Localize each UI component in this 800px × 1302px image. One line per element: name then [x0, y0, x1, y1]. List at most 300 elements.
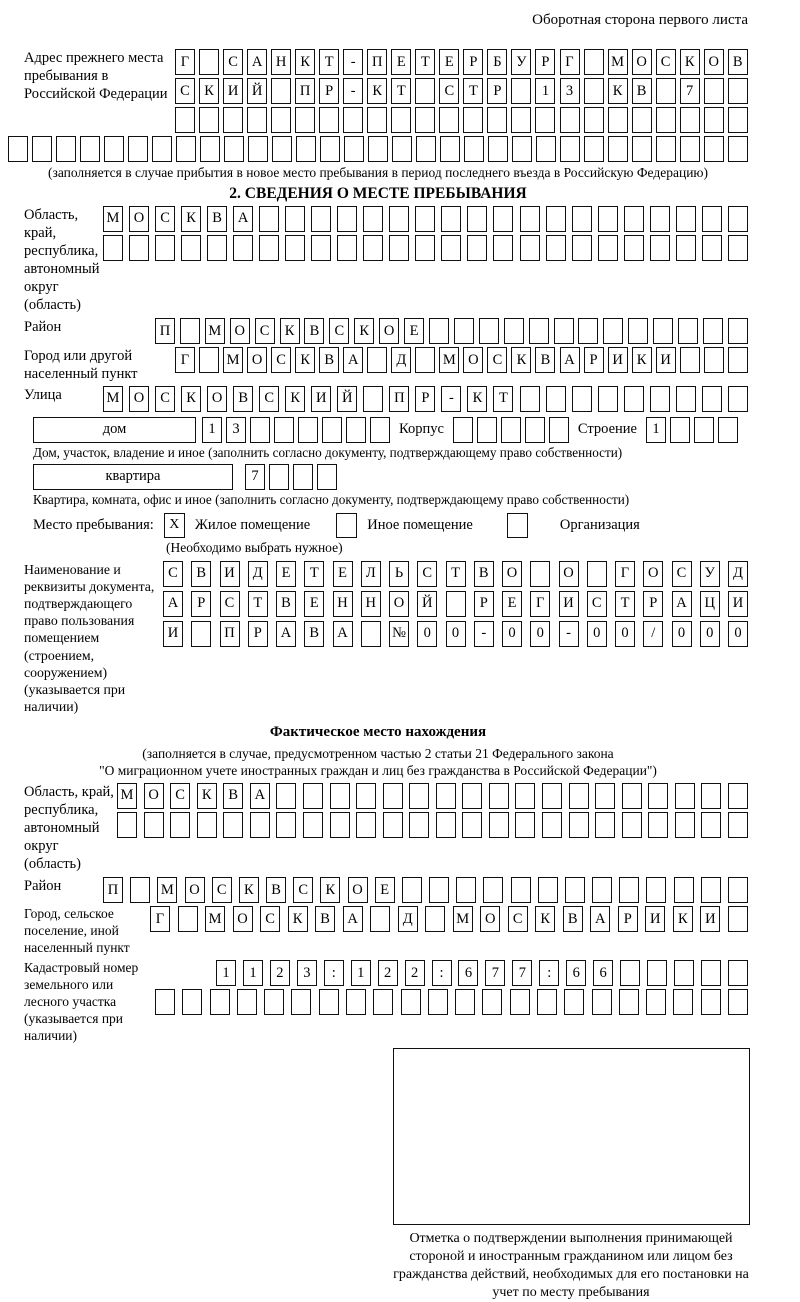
- char-cell[interactable]: [223, 107, 243, 133]
- char-cell[interactable]: В: [319, 347, 339, 373]
- char-cell[interactable]: О: [129, 206, 149, 232]
- char-cell[interactable]: Т: [248, 591, 268, 617]
- char-cell[interactable]: Г: [175, 347, 195, 373]
- char-cell[interactable]: К: [199, 78, 219, 104]
- char-cell[interactable]: [520, 386, 540, 412]
- char-cell[interactable]: [346, 417, 366, 443]
- char-cell[interactable]: [259, 235, 279, 261]
- char-cell[interactable]: Т: [415, 49, 435, 75]
- char-cell[interactable]: [728, 960, 748, 986]
- char-cell[interactable]: [675, 783, 695, 809]
- char-cell[interactable]: К: [239, 877, 259, 903]
- char-cell[interactable]: И: [163, 621, 183, 647]
- char-cell[interactable]: Д: [391, 347, 411, 373]
- char-cell[interactable]: О: [632, 49, 652, 75]
- char-cell[interactable]: [439, 107, 459, 133]
- char-cell[interactable]: А: [233, 206, 253, 232]
- char-cell[interactable]: [250, 812, 270, 838]
- char-cell[interactable]: [487, 107, 507, 133]
- char-cell[interactable]: [703, 318, 723, 344]
- char-cell[interactable]: [595, 812, 615, 838]
- char-cell[interactable]: С: [163, 561, 183, 587]
- char-cell[interactable]: [515, 812, 535, 838]
- char-cell[interactable]: О: [207, 386, 227, 412]
- char-cell[interactable]: Е: [404, 318, 424, 344]
- char-cell[interactable]: Р: [191, 591, 211, 617]
- char-cell[interactable]: 0: [587, 621, 607, 647]
- char-cell[interactable]: И: [559, 591, 579, 617]
- char-cell[interactable]: :: [432, 960, 452, 986]
- char-cell[interactable]: 0: [417, 621, 437, 647]
- char-cell[interactable]: [269, 464, 289, 490]
- char-cell[interactable]: [546, 235, 566, 261]
- char-cell[interactable]: [620, 960, 640, 986]
- char-cell[interactable]: [728, 136, 748, 162]
- char-cell[interactable]: [271, 107, 291, 133]
- char-cell[interactable]: [656, 107, 676, 133]
- char-cell[interactable]: А: [672, 591, 692, 617]
- char-cell[interactable]: И: [311, 386, 331, 412]
- char-cell[interactable]: Й: [337, 386, 357, 412]
- inoe-checkbox[interactable]: [336, 513, 357, 538]
- char-cell[interactable]: Р: [319, 78, 339, 104]
- char-cell[interactable]: С: [508, 906, 528, 932]
- char-cell[interactable]: [653, 318, 673, 344]
- char-cell[interactable]: Е: [439, 49, 459, 75]
- char-cell[interactable]: №: [389, 621, 409, 647]
- char-cell[interactable]: Д: [398, 906, 418, 932]
- char-cell[interactable]: [694, 417, 714, 443]
- char-cell[interactable]: [274, 417, 294, 443]
- char-cell[interactable]: [572, 235, 592, 261]
- char-cell[interactable]: [546, 206, 566, 232]
- char-cell[interactable]: В: [474, 561, 494, 587]
- char-cell[interactable]: В: [563, 906, 583, 932]
- char-cell[interactable]: [701, 812, 721, 838]
- char-cell[interactable]: 1: [351, 960, 371, 986]
- char-cell[interactable]: О: [463, 347, 483, 373]
- char-cell[interactable]: [578, 318, 598, 344]
- char-cell[interactable]: [200, 136, 220, 162]
- char-cell[interactable]: [728, 989, 748, 1015]
- char-cell[interactable]: [592, 877, 612, 903]
- char-cell[interactable]: [247, 107, 267, 133]
- char-cell[interactable]: Е: [333, 561, 353, 587]
- char-cell[interactable]: О: [233, 906, 253, 932]
- char-cell[interactable]: Д: [728, 561, 748, 587]
- char-cell[interactable]: [678, 318, 698, 344]
- char-cell[interactable]: 7: [680, 78, 700, 104]
- char-cell[interactable]: [389, 206, 409, 232]
- char-cell[interactable]: [285, 235, 305, 261]
- char-cell[interactable]: [536, 136, 556, 162]
- char-cell[interactable]: М: [453, 906, 473, 932]
- char-cell[interactable]: [646, 877, 666, 903]
- char-cell[interactable]: Е: [276, 561, 296, 587]
- char-cell[interactable]: К: [295, 49, 315, 75]
- char-cell[interactable]: Р: [584, 347, 604, 373]
- char-cell[interactable]: И: [728, 591, 748, 617]
- char-cell[interactable]: [311, 206, 331, 232]
- char-cell[interactable]: У: [511, 49, 531, 75]
- char-cell[interactable]: К: [608, 78, 628, 104]
- char-cell[interactable]: К: [467, 386, 487, 412]
- char-cell[interactable]: В: [632, 78, 652, 104]
- char-cell[interactable]: [436, 783, 456, 809]
- char-cell[interactable]: А: [590, 906, 610, 932]
- char-cell[interactable]: [298, 417, 318, 443]
- char-cell[interactable]: [367, 107, 387, 133]
- char-cell[interactable]: [632, 136, 652, 162]
- char-cell[interactable]: С: [417, 561, 437, 587]
- char-cell[interactable]: [648, 812, 668, 838]
- char-cell[interactable]: [728, 386, 748, 412]
- char-cell[interactable]: О: [129, 386, 149, 412]
- char-cell[interactable]: [223, 812, 243, 838]
- char-cell[interactable]: [676, 235, 696, 261]
- char-cell[interactable]: [311, 235, 331, 261]
- char-cell[interactable]: [363, 386, 383, 412]
- char-cell[interactable]: [370, 906, 390, 932]
- char-cell[interactable]: [248, 136, 268, 162]
- char-cell[interactable]: [170, 812, 190, 838]
- char-cell[interactable]: Й: [247, 78, 267, 104]
- char-cell[interactable]: [538, 877, 558, 903]
- char-cell[interactable]: [199, 107, 219, 133]
- char-cell[interactable]: В: [191, 561, 211, 587]
- char-cell[interactable]: С: [255, 318, 275, 344]
- char-cell[interactable]: Г: [560, 49, 580, 75]
- organizaciya-checkbox[interactable]: [507, 513, 528, 538]
- char-cell[interactable]: [483, 877, 503, 903]
- char-cell[interactable]: [104, 136, 124, 162]
- char-cell[interactable]: А: [333, 621, 353, 647]
- char-cell[interactable]: Т: [319, 49, 339, 75]
- char-cell[interactable]: [648, 783, 668, 809]
- char-cell[interactable]: [511, 877, 531, 903]
- char-cell[interactable]: [560, 136, 580, 162]
- char-cell[interactable]: [361, 621, 381, 647]
- char-cell[interactable]: М: [608, 49, 628, 75]
- char-cell[interactable]: [656, 136, 676, 162]
- char-cell[interactable]: [291, 989, 311, 1015]
- char-cell[interactable]: [356, 812, 376, 838]
- char-cell[interactable]: 3: [226, 417, 246, 443]
- char-cell[interactable]: М: [157, 877, 177, 903]
- char-cell[interactable]: О: [348, 877, 368, 903]
- char-cell[interactable]: [391, 107, 411, 133]
- char-cell[interactable]: 1: [216, 960, 236, 986]
- char-cell[interactable]: [650, 386, 670, 412]
- char-cell[interactable]: [456, 877, 476, 903]
- char-cell[interactable]: [501, 417, 521, 443]
- char-cell[interactable]: [425, 906, 445, 932]
- char-cell[interactable]: С: [220, 591, 240, 617]
- char-cell[interactable]: [603, 318, 623, 344]
- char-cell[interactable]: -: [474, 621, 494, 647]
- char-cell[interactable]: Р: [535, 49, 555, 75]
- char-cell[interactable]: Н: [361, 591, 381, 617]
- char-cell[interactable]: И: [645, 906, 665, 932]
- char-cell[interactable]: [598, 206, 618, 232]
- char-cell[interactable]: К: [285, 386, 305, 412]
- char-cell[interactable]: [415, 347, 435, 373]
- char-cell[interactable]: Б: [487, 49, 507, 75]
- char-cell[interactable]: А: [343, 906, 363, 932]
- char-cell[interactable]: -: [343, 49, 363, 75]
- char-cell[interactable]: 2: [405, 960, 425, 986]
- char-cell[interactable]: Г: [150, 906, 170, 932]
- char-cell[interactable]: [624, 235, 644, 261]
- char-cell[interactable]: А: [276, 621, 296, 647]
- char-cell[interactable]: [510, 989, 530, 1015]
- char-cell[interactable]: С: [223, 49, 243, 75]
- char-cell[interactable]: М: [205, 318, 225, 344]
- char-cell[interactable]: Т: [446, 561, 466, 587]
- char-cell[interactable]: [728, 78, 748, 104]
- char-cell[interactable]: К: [197, 783, 217, 809]
- char-cell[interactable]: [271, 78, 291, 104]
- char-cell[interactable]: О: [704, 49, 724, 75]
- char-cell[interactable]: С: [212, 877, 232, 903]
- char-cell[interactable]: 2: [270, 960, 290, 986]
- char-cell[interactable]: [175, 107, 195, 133]
- char-cell[interactable]: В: [315, 906, 335, 932]
- char-cell[interactable]: П: [367, 49, 387, 75]
- char-cell[interactable]: Г: [175, 49, 195, 75]
- char-cell[interactable]: 6: [458, 960, 478, 986]
- char-cell[interactable]: К: [320, 877, 340, 903]
- char-cell[interactable]: [515, 783, 535, 809]
- char-cell[interactable]: [598, 235, 618, 261]
- char-cell[interactable]: 1: [202, 417, 222, 443]
- char-cell[interactable]: [80, 136, 100, 162]
- char-cell[interactable]: [8, 136, 28, 162]
- char-cell[interactable]: П: [220, 621, 240, 647]
- char-cell[interactable]: [103, 235, 123, 261]
- char-cell[interactable]: 0: [728, 621, 748, 647]
- char-cell[interactable]: [367, 347, 387, 373]
- char-cell[interactable]: [272, 136, 292, 162]
- char-cell[interactable]: [584, 49, 604, 75]
- char-cell[interactable]: [680, 107, 700, 133]
- char-cell[interactable]: [415, 206, 435, 232]
- char-cell[interactable]: Р: [487, 78, 507, 104]
- char-cell[interactable]: [197, 812, 217, 838]
- char-cell[interactable]: Р: [618, 906, 638, 932]
- char-cell[interactable]: [440, 136, 460, 162]
- char-cell[interactable]: И: [223, 78, 243, 104]
- char-cell[interactable]: [56, 136, 76, 162]
- char-cell[interactable]: [520, 206, 540, 232]
- char-cell[interactable]: [467, 206, 487, 232]
- char-cell[interactable]: [624, 206, 644, 232]
- char-cell[interactable]: [383, 812, 403, 838]
- char-cell[interactable]: [647, 960, 667, 986]
- char-cell[interactable]: Е: [391, 49, 411, 75]
- char-cell[interactable]: П: [103, 877, 123, 903]
- char-cell[interactable]: [207, 235, 227, 261]
- char-cell[interactable]: [363, 235, 383, 261]
- char-cell[interactable]: К: [295, 347, 315, 373]
- char-cell[interactable]: [463, 107, 483, 133]
- char-cell[interactable]: 7: [512, 960, 532, 986]
- char-cell[interactable]: 0: [615, 621, 635, 647]
- char-cell[interactable]: 1: [535, 78, 555, 104]
- char-cell[interactable]: Н: [333, 591, 353, 617]
- char-cell[interactable]: [467, 235, 487, 261]
- char-cell[interactable]: [320, 136, 340, 162]
- char-cell[interactable]: [704, 107, 724, 133]
- char-cell[interactable]: М: [439, 347, 459, 373]
- char-cell[interactable]: А: [163, 591, 183, 617]
- char-cell[interactable]: К: [535, 906, 555, 932]
- char-cell[interactable]: [303, 783, 323, 809]
- char-cell[interactable]: Р: [415, 386, 435, 412]
- char-cell[interactable]: М: [103, 206, 123, 232]
- char-cell[interactable]: Г: [530, 591, 550, 617]
- char-cell[interactable]: [728, 347, 748, 373]
- char-cell[interactable]: [482, 989, 502, 1015]
- char-cell[interactable]: [546, 386, 566, 412]
- char-cell[interactable]: И: [220, 561, 240, 587]
- char-cell[interactable]: Р: [248, 621, 268, 647]
- char-cell[interactable]: О: [379, 318, 399, 344]
- char-cell[interactable]: [650, 235, 670, 261]
- char-cell[interactable]: [564, 989, 584, 1015]
- char-cell[interactable]: В: [728, 49, 748, 75]
- char-cell[interactable]: 2: [378, 960, 398, 986]
- char-cell[interactable]: [356, 783, 376, 809]
- char-cell[interactable]: [646, 989, 666, 1015]
- char-cell[interactable]: [389, 235, 409, 261]
- char-cell[interactable]: [728, 877, 748, 903]
- char-cell[interactable]: 0: [446, 621, 466, 647]
- char-cell[interactable]: [285, 206, 305, 232]
- char-cell[interactable]: [370, 417, 390, 443]
- char-cell[interactable]: [504, 318, 524, 344]
- char-cell[interactable]: [337, 235, 357, 261]
- char-cell[interactable]: [549, 417, 569, 443]
- char-cell[interactable]: [180, 318, 200, 344]
- char-cell[interactable]: [233, 235, 253, 261]
- char-cell[interactable]: [565, 877, 585, 903]
- char-cell[interactable]: [608, 136, 628, 162]
- char-cell[interactable]: К: [288, 906, 308, 932]
- char-cell[interactable]: [415, 235, 435, 261]
- char-cell[interactable]: 0: [530, 621, 550, 647]
- char-cell[interactable]: В: [233, 386, 253, 412]
- char-cell[interactable]: А: [560, 347, 580, 373]
- char-cell[interactable]: [674, 960, 694, 986]
- char-cell[interactable]: [511, 107, 531, 133]
- char-cell[interactable]: [676, 206, 696, 232]
- char-cell[interactable]: [728, 318, 748, 344]
- char-cell[interactable]: П: [389, 386, 409, 412]
- char-cell[interactable]: К: [680, 49, 700, 75]
- char-cell[interactable]: К: [673, 906, 693, 932]
- char-cell[interactable]: Е: [502, 591, 522, 617]
- char-cell[interactable]: [560, 107, 580, 133]
- char-cell[interactable]: [319, 989, 339, 1015]
- char-cell[interactable]: [343, 107, 363, 133]
- char-cell[interactable]: П: [155, 318, 175, 344]
- char-cell[interactable]: [259, 206, 279, 232]
- char-cell[interactable]: [237, 989, 257, 1015]
- char-cell[interactable]: [542, 812, 562, 838]
- char-cell[interactable]: [702, 206, 722, 232]
- char-cell[interactable]: [701, 960, 721, 986]
- char-cell[interactable]: 1: [243, 960, 263, 986]
- char-cell[interactable]: [296, 136, 316, 162]
- char-cell[interactable]: 0: [502, 621, 522, 647]
- char-cell[interactable]: [584, 107, 604, 133]
- char-cell[interactable]: [587, 561, 607, 587]
- char-cell[interactable]: 6: [593, 960, 613, 986]
- char-cell[interactable]: С: [155, 386, 175, 412]
- char-cell[interactable]: [322, 417, 342, 443]
- char-cell[interactable]: [129, 235, 149, 261]
- char-cell[interactable]: 0: [700, 621, 720, 647]
- char-cell[interactable]: [622, 783, 642, 809]
- char-cell[interactable]: [409, 812, 429, 838]
- char-cell[interactable]: К: [511, 347, 531, 373]
- char-cell[interactable]: [330, 812, 350, 838]
- char-cell[interactable]: [619, 877, 639, 903]
- char-cell[interactable]: К: [367, 78, 387, 104]
- char-cell[interactable]: О: [185, 877, 205, 903]
- char-cell[interactable]: Д: [248, 561, 268, 587]
- char-cell[interactable]: [650, 206, 670, 232]
- char-cell[interactable]: Г: [615, 561, 635, 587]
- char-cell[interactable]: [152, 136, 172, 162]
- char-cell[interactable]: [303, 812, 323, 838]
- char-cell[interactable]: [622, 812, 642, 838]
- char-cell[interactable]: Т: [615, 591, 635, 617]
- char-cell[interactable]: 6: [566, 960, 586, 986]
- char-cell[interactable]: [493, 235, 513, 261]
- char-cell[interactable]: [462, 812, 482, 838]
- char-cell[interactable]: [428, 989, 448, 1015]
- char-cell[interactable]: [436, 812, 456, 838]
- char-cell[interactable]: [520, 235, 540, 261]
- char-cell[interactable]: 0: [672, 621, 692, 647]
- char-cell[interactable]: [191, 621, 211, 647]
- char-cell[interactable]: Т: [391, 78, 411, 104]
- char-cell[interactable]: [537, 989, 557, 1015]
- char-cell[interactable]: [595, 783, 615, 809]
- char-cell[interactable]: О: [502, 561, 522, 587]
- char-cell[interactable]: [525, 417, 545, 443]
- char-cell[interactable]: В: [304, 318, 324, 344]
- char-cell[interactable]: [178, 906, 198, 932]
- char-cell[interactable]: И: [700, 906, 720, 932]
- char-cell[interactable]: О: [247, 347, 267, 373]
- char-cell[interactable]: [512, 136, 532, 162]
- char-cell[interactable]: С: [170, 783, 190, 809]
- char-cell[interactable]: :: [324, 960, 344, 986]
- char-cell[interactable]: [608, 107, 628, 133]
- char-cell[interactable]: [429, 877, 449, 903]
- char-cell[interactable]: Е: [375, 877, 395, 903]
- char-cell[interactable]: [176, 136, 196, 162]
- char-cell[interactable]: В: [535, 347, 555, 373]
- char-cell[interactable]: Т: [463, 78, 483, 104]
- char-cell[interactable]: [673, 989, 693, 1015]
- char-cell[interactable]: [464, 136, 484, 162]
- char-cell[interactable]: 3: [297, 960, 317, 986]
- char-cell[interactable]: [704, 347, 724, 373]
